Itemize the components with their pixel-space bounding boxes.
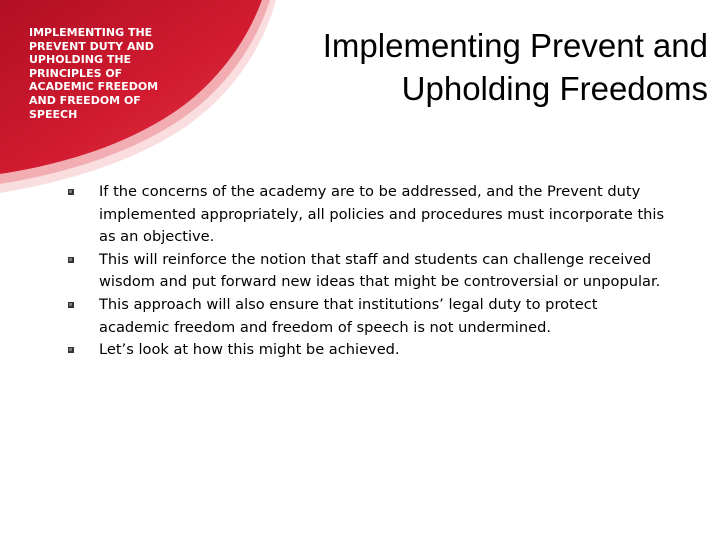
brand-line: PREVENT DUTY AND: [29, 39, 154, 53]
brand-line: AND FREEDOM OF: [29, 93, 141, 107]
bullet-text: Let’s look at how this might be achieved.: [99, 341, 400, 359]
bullet-item: [68, 249, 668, 294]
brand-line: ACADEMIC FREEDOM: [29, 80, 159, 94]
slide-title: [323, 24, 708, 110]
bullet-square-icon: [68, 257, 74, 263]
bullet-item: [68, 294, 668, 339]
brand-title-block: [29, 26, 199, 121]
brand-line: PRINCIPLES OF: [29, 66, 123, 80]
slide-title-line: Upholding Freedoms: [401, 70, 708, 107]
bullet-square-icon: [68, 189, 74, 195]
bullet-item: [68, 339, 668, 362]
bullet-square-icon: [68, 347, 74, 353]
slide-title-line: Implementing Prevent and: [322, 27, 708, 64]
bullet-square-icon: [68, 302, 74, 308]
bullet-text: This will reinforce the notion that staff and students can challenge received wisdom and put forward new ideas that might be controversial or unpopular.: [99, 250, 661, 291]
brand-line: UPHOLDING THE: [29, 53, 132, 67]
bullet-text: If the concerns of the academy are to be addressed, and the Prevent duty implemented appropriately, all policies and procedures must incorporate this as an objective.: [99, 183, 665, 246]
bullet-item: [68, 181, 668, 249]
bullet-list: [68, 181, 668, 362]
brand-line: IMPLEMENTING THE: [29, 26, 153, 39]
brand-line: SPEECH: [29, 107, 78, 121]
bullet-text: This approach will also ensure that institutions’ legal duty to protect academic freedom and freedom of speech is not undermined.: [99, 295, 598, 336]
